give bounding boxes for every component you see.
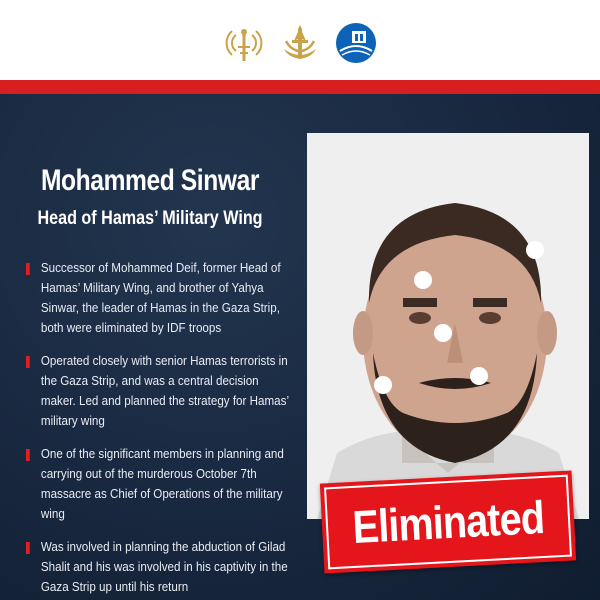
bullet-item [26, 537, 296, 597]
header [0, 0, 600, 80]
bullet-marker [26, 449, 30, 461]
bullet-marker [26, 542, 30, 554]
bullet-text: One of the significant members in planning and carrying out of the murderous October 7th massacre as Chief of Operations of the military wing [40, 447, 284, 521]
bullet-marker [26, 263, 30, 275]
portrait-photo-icon [307, 133, 589, 519]
profile-bullet-list [26, 258, 298, 600]
bullet-text: Was involved in planning the abduction of Gilad Shalit and his was involved in his captivity in the Gaza Strip up until his return [40, 540, 288, 594]
radio-antenna-emblem-icon [222, 21, 266, 65]
bullet-item [26, 351, 296, 431]
bullet-text: Successor of Mohammed Deif, former Head of Hamas’ Military Wing, and brother of Yahya Sinwar, the leader of Hamas in the Gaza Strip, both were eliminated by IDF troops [40, 261, 281, 335]
stamp-label: Eliminated [351, 491, 545, 553]
eliminated-stamp [320, 470, 576, 573]
profile-role: Head of Hamas’ Military Wing [37, 208, 263, 229]
idf-sword-olive-emblem-icon [278, 21, 322, 65]
bullet-item [26, 258, 296, 338]
idf-spokesperson-emblem-icon [334, 21, 378, 65]
bullet-marker [26, 356, 30, 368]
header-red-stripe [0, 80, 600, 94]
bullet-text: Operated closely with senior Hamas terrorists in the Gaza Strip, and was a central decision maker. Led and planned the strategy for Hamas’ military wing [40, 354, 289, 428]
bullet-item [26, 444, 296, 524]
stamp-border [324, 475, 572, 570]
profile-name: Mohammed Sinwar [40, 164, 260, 197]
portrait-photo [307, 133, 589, 519]
logo-row [0, 18, 600, 68]
